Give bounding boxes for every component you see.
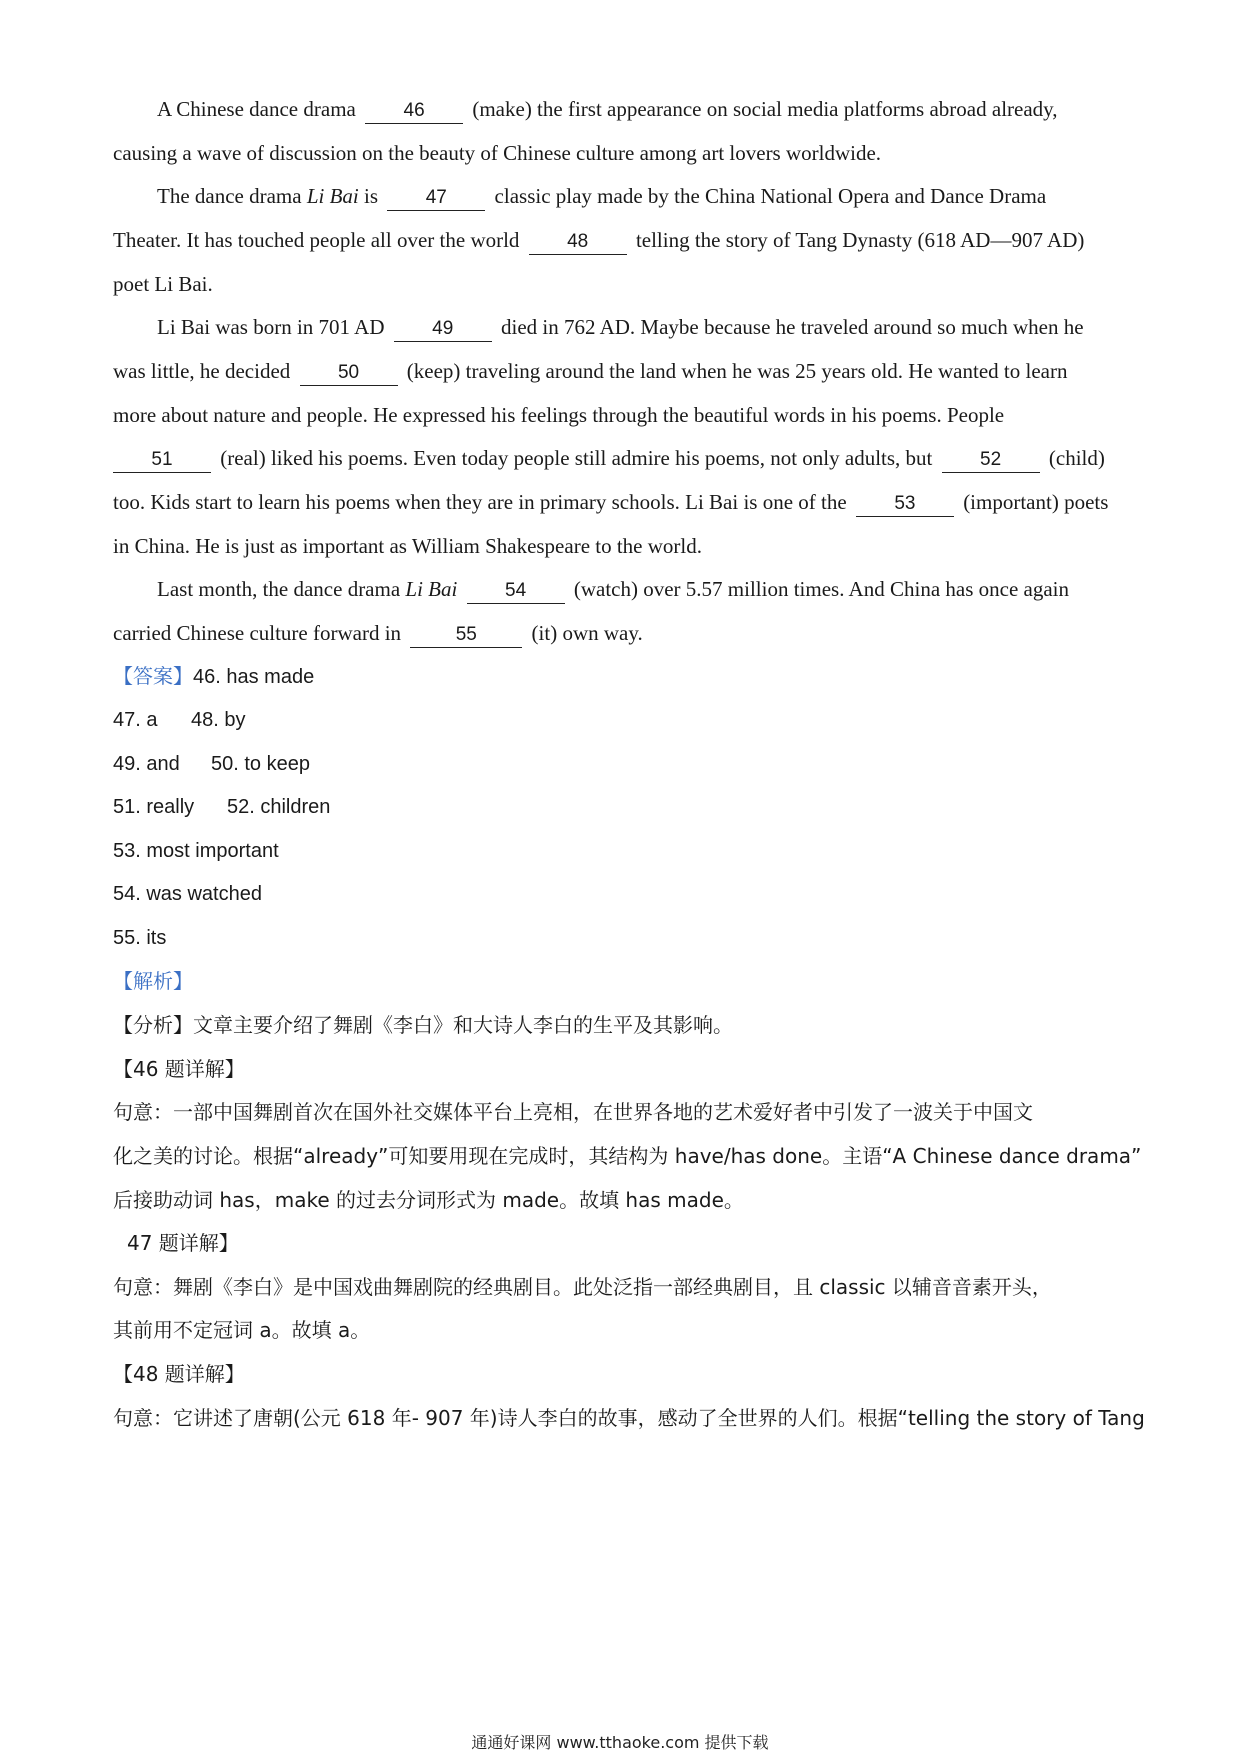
text: classic play made by the China National Opera and Dance Drama: [494, 184, 1047, 208]
blank-48: 48: [529, 230, 627, 255]
p4-line-2: [113, 618, 643, 648]
blank-52: 52: [942, 448, 1040, 473]
answer-tag: 【答案】: [113, 664, 193, 688]
detail-46-line-1: 句意：一部中国舞剧首次在国外社交媒体平台上亮相，在世界各地的艺术爱好者中引发了一波关于中国文: [113, 1100, 1033, 1124]
blank-51: 51: [113, 448, 211, 473]
detail-46-line-2: 化之美的讨论。根据“already”可知要用现在完成时，其结构为 have/has done。主语“A Chinese dance drama”: [113, 1144, 1142, 1168]
blank-55: 55: [410, 623, 522, 648]
p2-line-2: [113, 225, 1084, 255]
text: The dance drama: [157, 184, 307, 208]
detail-46-line-3: 后接助动词 has，make 的过去分词形式为 made。故填 has made。: [113, 1188, 744, 1212]
detail-47-line-1: 句意：舞剧《李白》是中国戏曲舞剧院的经典剧目。此处泛指一部经典剧目，且 classic 以辅音音素开头，: [113, 1275, 1052, 1299]
answer-52: 52. children: [227, 796, 331, 818]
answer-line-53: 53. most important: [113, 840, 279, 862]
text: Li Bai was born in 701 AD: [157, 315, 385, 339]
heading-47: 47 题详解】: [127, 1231, 239, 1255]
answer-48: 48. by: [191, 709, 246, 731]
answer-line-47-48: [113, 705, 246, 735]
detail-47-line-2: 其前用不定冠词 a。故填 a。: [113, 1318, 371, 1342]
answer-50: 50. to keep: [211, 753, 310, 775]
footer-credit: 通通好课网 www.tthaoke.com 提供下载: [471, 1733, 769, 1752]
p1-line-2: causing a wave of discussion on the beauty of Chinese culture among art lovers worldwide.: [113, 141, 882, 165]
text: A Chinese dance drama: [157, 97, 356, 121]
p1-line-1: [157, 94, 1058, 124]
answer-line-51-52: [113, 792, 331, 822]
text: (real) liked his poems. Even today people still admire his poems, not only adults, but: [220, 446, 933, 470]
answer-46: 46. has made: [193, 666, 315, 688]
p3-line-6: in China. He is just as important as William Shakespeare to the world.: [113, 534, 702, 558]
text: (make) the first appearance on social media platforms abroad already,: [472, 97, 1058, 121]
drama-title: Li Bai: [306, 184, 359, 208]
text: telling the story of Tang Dynasty (618 AD—907 AD): [635, 228, 1085, 252]
text: (keep) traveling around the land when he was 25 years old. He wanted to learn: [406, 359, 1068, 383]
analysis-tag: [113, 966, 193, 996]
blank-53: 53: [856, 492, 954, 517]
analysis-summary: 【分析】文章主要介绍了舞剧《李白》和大诗人李白的生平及其影响。: [113, 1013, 733, 1037]
p4-line-1: [157, 574, 1069, 604]
text: (important) poets: [963, 490, 1109, 514]
heading-48: 【48 题详解】: [113, 1362, 245, 1386]
blank-47: 47: [387, 186, 485, 211]
answer-line-46: [113, 661, 314, 692]
answer-51: 51. really: [113, 796, 195, 818]
p2-line-3: poet Li Bai.: [113, 272, 213, 296]
blank-49: 49: [394, 317, 492, 342]
analysis-tag-text: 【解析】: [113, 969, 193, 993]
text: (it) own way.: [531, 621, 643, 645]
answer-47: 47. a: [113, 709, 158, 731]
text: (watch) over 5.57 million times. And China has once again: [573, 577, 1069, 601]
text: Last month, the dance drama: [157, 577, 406, 601]
p3-line-1: [157, 312, 1084, 342]
text: (child): [1048, 446, 1105, 470]
p3-line-2: [113, 356, 1067, 386]
answer-line-54: 54. was watched: [113, 883, 262, 905]
text: is: [358, 184, 379, 208]
detail-48-line-1: 句意：它讲述了唐朝(公元 618 年- 907 年)诗人李白的故事，感动了全世界的人们。根据“telling the story of Tang: [113, 1406, 1145, 1430]
text: was little, he decided: [113, 359, 291, 383]
answer-49: 49. and: [113, 753, 180, 775]
p3-line-5: [113, 487, 1108, 517]
blank-54: 54: [467, 579, 565, 604]
p3-line-3: more about nature and people. He expressed his feelings through the beautiful words in his poems. People: [113, 403, 1005, 427]
text: died in 762 AD. Maybe because he traveled around so much when he: [500, 315, 1084, 339]
text: too. Kids start to learn his poems when they are in primary schools. Li Bai is one of the: [113, 490, 847, 514]
p2-line-1: [157, 181, 1046, 211]
answer-line-49-50: [113, 749, 310, 779]
heading-46: 【46 题详解】: [113, 1057, 245, 1081]
drama-title: Li Bai: [405, 577, 458, 601]
text: carried Chinese culture forward in: [113, 621, 402, 645]
answer-line-55: 55. its: [113, 927, 167, 949]
blank-50: 50: [300, 361, 398, 386]
blank-46: 46: [365, 99, 463, 124]
text: Theater. It has touched people all over the world: [113, 228, 520, 252]
p3-line-4: [113, 443, 1105, 473]
